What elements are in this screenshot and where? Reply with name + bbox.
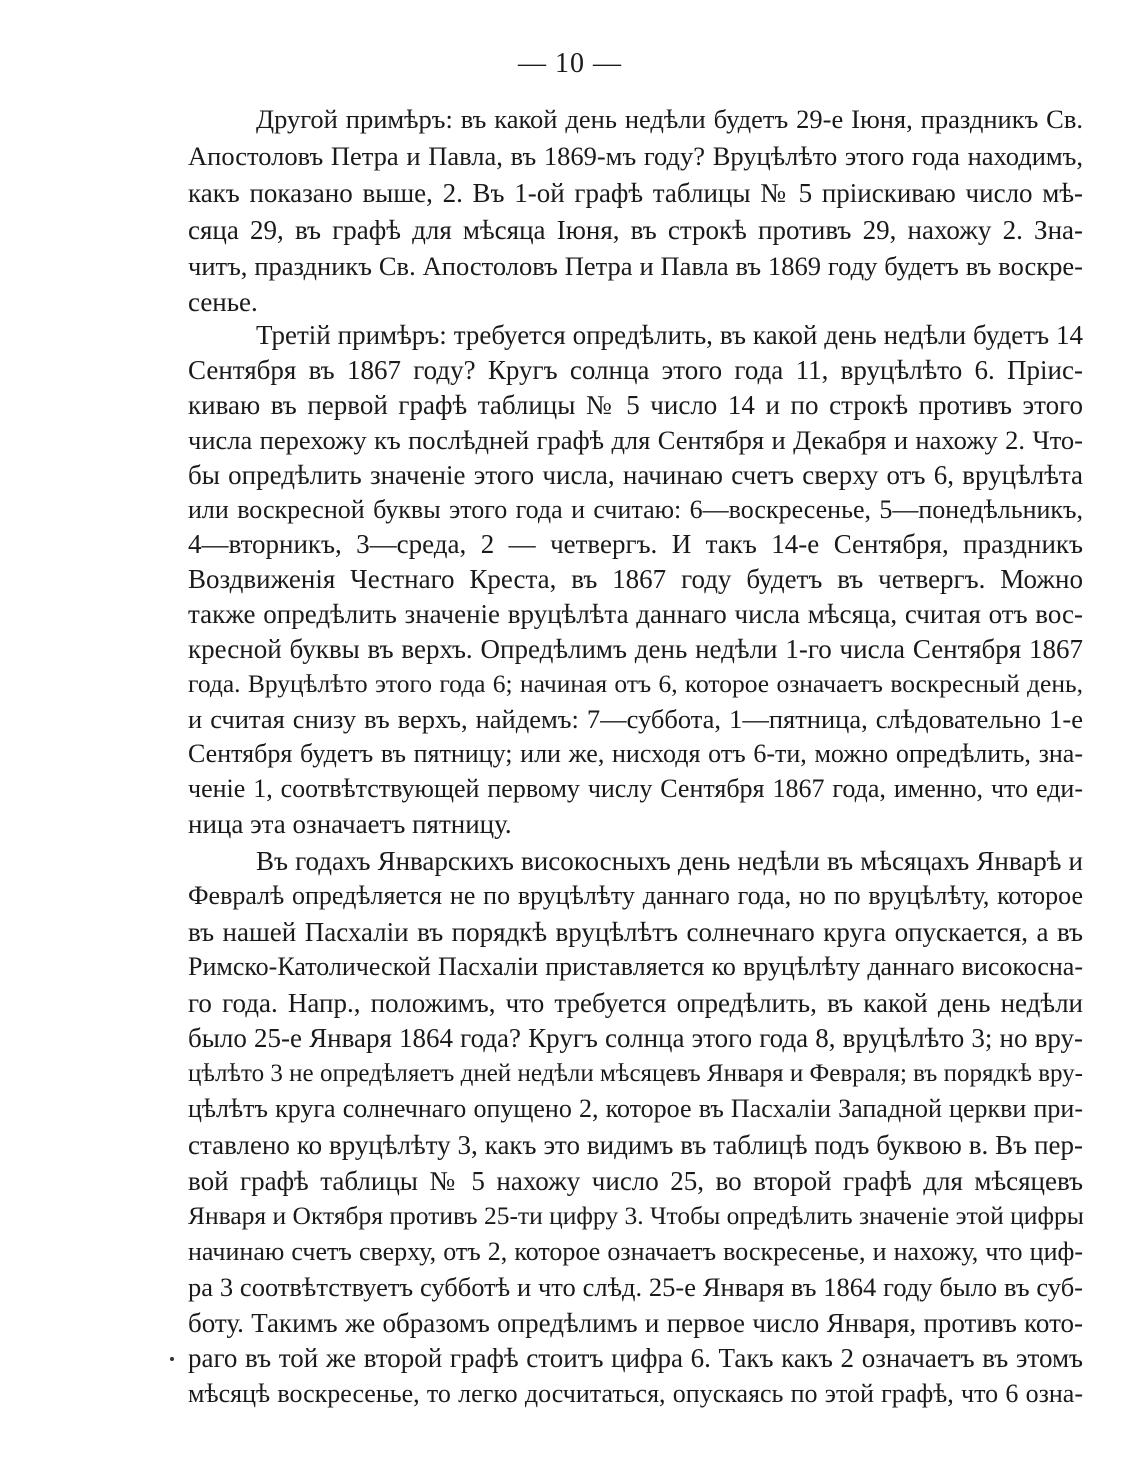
text-line-1: Другой примѣръ: въ какой день недѣли будетъ 29-е Іюня, праздникъ Св. xyxy=(256,104,1083,134)
text-line-24: въ нашей Пасхаліи въ порядкѣ вруцѣлѣтъ солнечнаго круга опускается, а въ xyxy=(188,917,1083,947)
text-line-28: цѣлѣто 3 не опредѣляетъ дней недѣли мѣсяцевъ Января и Февраля; въ порядкѣ вру- xyxy=(188,1060,1083,1087)
text-line-7: Третій примѣръ: требуется опредѣлить, въ какой день недѣли будетъ 14 xyxy=(256,320,1083,350)
text-line-26: го года. Напр., положимъ, что требуется опредѣлить, въ какой день недѣли xyxy=(188,988,1083,1018)
text-line-18: и считая снизу въ верхъ, найдемъ: 7—суббота, 1—пятница, слѣдовательно 1-е xyxy=(188,704,1083,734)
text-line-21: ница эта означаетъ пятницу. xyxy=(188,809,512,839)
text-line-13: 4—вторникъ, 3—среда, 2 — четвергъ. И такъ 14-е Сентября, праздникъ xyxy=(188,529,1083,559)
text-line-17: года. Вруцѣлѣто этого года 6; начиная отъ 6, которое означаетъ воскресный день, xyxy=(188,669,1083,698)
ink-speck xyxy=(170,1357,174,1361)
text-line-33: начинаю счетъ сверху, отъ 2, которое означаетъ воскресенье, и нахожу, что циф- xyxy=(188,1237,1083,1266)
text-line-10: числа перехожу къ послѣдней графѣ для Сентября и Декабря и нахожу 2. Что- xyxy=(188,425,1083,455)
text-line-4: сяца 29, въ графѣ для мѣсяца Іюня, въ строкѣ противъ 29, нахожу 2. Зна- xyxy=(188,215,1083,245)
text-line-15: также опредѣлить значеніе вруцѣлѣта даннаго числа мѣсяца, считая отъ вос- xyxy=(188,599,1083,629)
text-line-6: сенье. xyxy=(188,287,258,317)
text-line-3: какъ показано выше, 2. Въ 1-ой графѣ таблицы № 5 пріискиваю число мѣ- xyxy=(188,178,1083,208)
text-line-29: цѣлѣтъ круга солнечнаго опущено 2, которое въ Пасхаліи Западной церкви при- xyxy=(188,1094,1083,1123)
text-line-5: читъ, праздникъ Св. Апостоловъ Петра и Павла въ 1869 году будетъ въ воскре- xyxy=(188,251,1083,281)
text-line-36: раго въ той же второй графѣ стоитъ цифра 6. Такъ какъ 2 означаетъ въ этомъ xyxy=(188,1343,1083,1373)
text-line-9: киваю въ первой графѣ таблицы № 5 число 14 и по строкѣ противъ этого xyxy=(188,390,1083,420)
text-line-23: Февралѣ опредѣляется не по вруцѣлѣту даннаго года, но по вруцѣлѣту, которое xyxy=(188,881,1083,910)
text-line-35: боту. Такимъ же образомъ опредѣлимъ и первое число Января, противъ кото- xyxy=(188,1308,1083,1338)
text-line-12: или воскресной буквы этого года и считаю: 6—воскресенье, 5—понедѣльникъ, xyxy=(188,495,1083,524)
text-line-14: Воздвиженія Честнаго Креста, въ 1867 году будетъ въ четвергъ. Можно xyxy=(188,564,1083,594)
text-line-20: ченіе 1, соотвѣтствующей первому числу Сентября 1867 года, именно, что еди- xyxy=(188,774,1083,803)
text-line-19: Сентября будетъ въ пятницу; или же, нисходя отъ 6-ти, можно опредѣлить, зна- xyxy=(188,739,1083,768)
text-line-32: Января и Октября противъ 25-ти цифру 3. Чтобы опредѣлить значеніе этой цифры xyxy=(188,1201,1084,1230)
text-line-37: мѣсяцѣ воскресенье, то легко досчитаться, опускаясь по этой графѣ, что 6 озна- xyxy=(188,1379,1083,1408)
text-line-8: Сентября въ 1867 году? Кругъ солнца этого года 11, вруцѣлѣто 6. Пріис- xyxy=(188,355,1083,385)
text-line-27: было 25-е Января 1864 года? Кругъ солнца этого года 8, вруцѣлѣто 3; но вру- xyxy=(188,1023,1083,1053)
text-line-30: ставлено ко вруцѣлѣту 3, какъ это видимъ въ таблицѣ подъ буквою в. Въ пер- xyxy=(188,1130,1083,1160)
page-number: — 10 — xyxy=(518,48,622,79)
text-line-25: Римско-Католической Пасхаліи приставляется ко вруцѣлѣту даннаго високосна- xyxy=(188,952,1083,981)
text-line-11: бы опредѣлить значеніе этого числа, начинаю счетъ сверху отъ 6, вруцѣлѣта xyxy=(188,460,1083,490)
text-line-2: Апостоловъ Петра и Павла, въ 1869-мъ году? Вруцѣлѣто этого года находимъ, xyxy=(188,141,1083,171)
text-line-22: Въ годахъ Январскихъ високосныхъ день недѣли въ мѣсяцахъ Январѣ и xyxy=(256,846,1083,876)
text-line-31: вой графѣ таблицы № 5 нахожу число 25, во второй графѣ для мѣсяцевъ xyxy=(188,1166,1083,1196)
text-line-16: кресной буквы въ верхъ. Опредѣлимъ день недѣли 1-го числа Сентября 1867 xyxy=(188,634,1083,664)
text-line-34: ра 3 соотвѣтствуетъ субботѣ и что слѣд. 25-е Января въ 1864 году было въ суб- xyxy=(188,1272,1083,1302)
